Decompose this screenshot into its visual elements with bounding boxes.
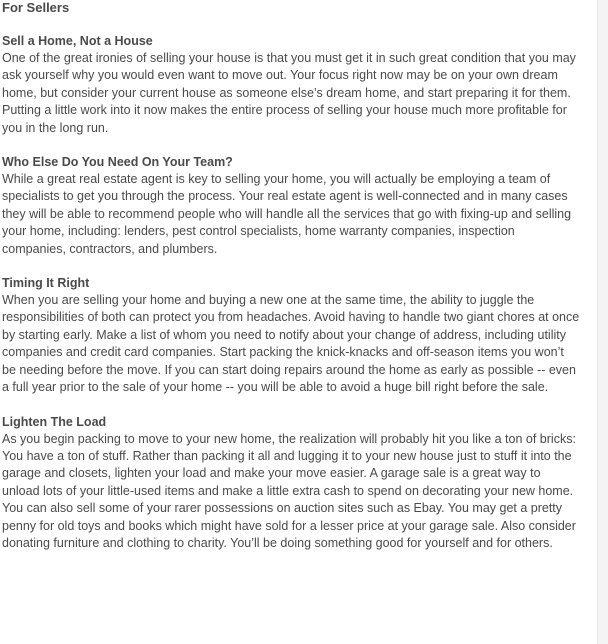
spacer xyxy=(2,16,597,33)
spacer xyxy=(2,397,597,414)
spacer xyxy=(2,137,597,154)
spacer xyxy=(2,258,597,275)
page-edge-strip xyxy=(598,0,608,644)
section-heading: Who Else Do You Need On Your Team? xyxy=(2,155,233,170)
section-body: When you are selling your home and buying a new one at the same time, the ability to juggle the responsibilities of both can protect you from headaches. Avoid having to handle two giant chores at once by starting early. Make a list of whom you need to notify about your change of address, including utility companies and credit card companies. Start packing the knick-knacks and off-season items you won’t be needing before the move. If you can start doing repairs around the home as early as possible -- even a full year prior to the sale of your home -- you will be able to avoid a huge bill right before the sale. xyxy=(2,293,580,395)
section-heading: Lighten The Load xyxy=(2,414,107,429)
section-team xyxy=(2,154,597,258)
section-body: While a great real estate agent is key to selling your home, you will actually be employing a team of specialists to get you through the process. Your real estate agent is well-connected and in many cases they will be able to recommend people who will handle all the services that go with fixing-up and selling your home, including: lenders, pest control specialists, home warranty companies, inspection companies, contractors, and plumbers. xyxy=(2,172,572,256)
section-body: As you begin packing to move to your new home, the realization will probably hit you like a ton of bricks: You have a ton of stuff. Rather than packing it all and lugging it to your new house just to stuff it into the garage and closets, lighten your load and make your move easier. A garage sale is a great way to unload lots of your little-used items and make a little extra cash to spend on decorating your new home. You can also sell some of your rarer possessions on auction sites such as Ebay. You may get a pretty penny for old toys and books which might have sold for a lesser price at your garage sale. Also consider donating furniture and clothing to charity. You’ll be doing something good for yourself and for others. xyxy=(2,431,576,550)
section-sell-a-home xyxy=(2,33,597,137)
page-title: For Sellers xyxy=(2,0,70,15)
section-heading: Sell a Home, Not a House xyxy=(2,34,153,48)
section-timing xyxy=(2,275,597,396)
section-heading: Timing It Right xyxy=(2,276,90,291)
section-body: One of the great ironies of selling your house is that you must get it in such great condition that you may ask yourself why you would even want to move out. Your focus right now may be on your own dream home, but consider your current house as someone else’s dream home, and start preparing it for them. Putting a little work into it now makes the entire process of selling your house much more profitable for you in the long run. xyxy=(2,51,576,135)
section-lighten-load xyxy=(2,414,597,553)
